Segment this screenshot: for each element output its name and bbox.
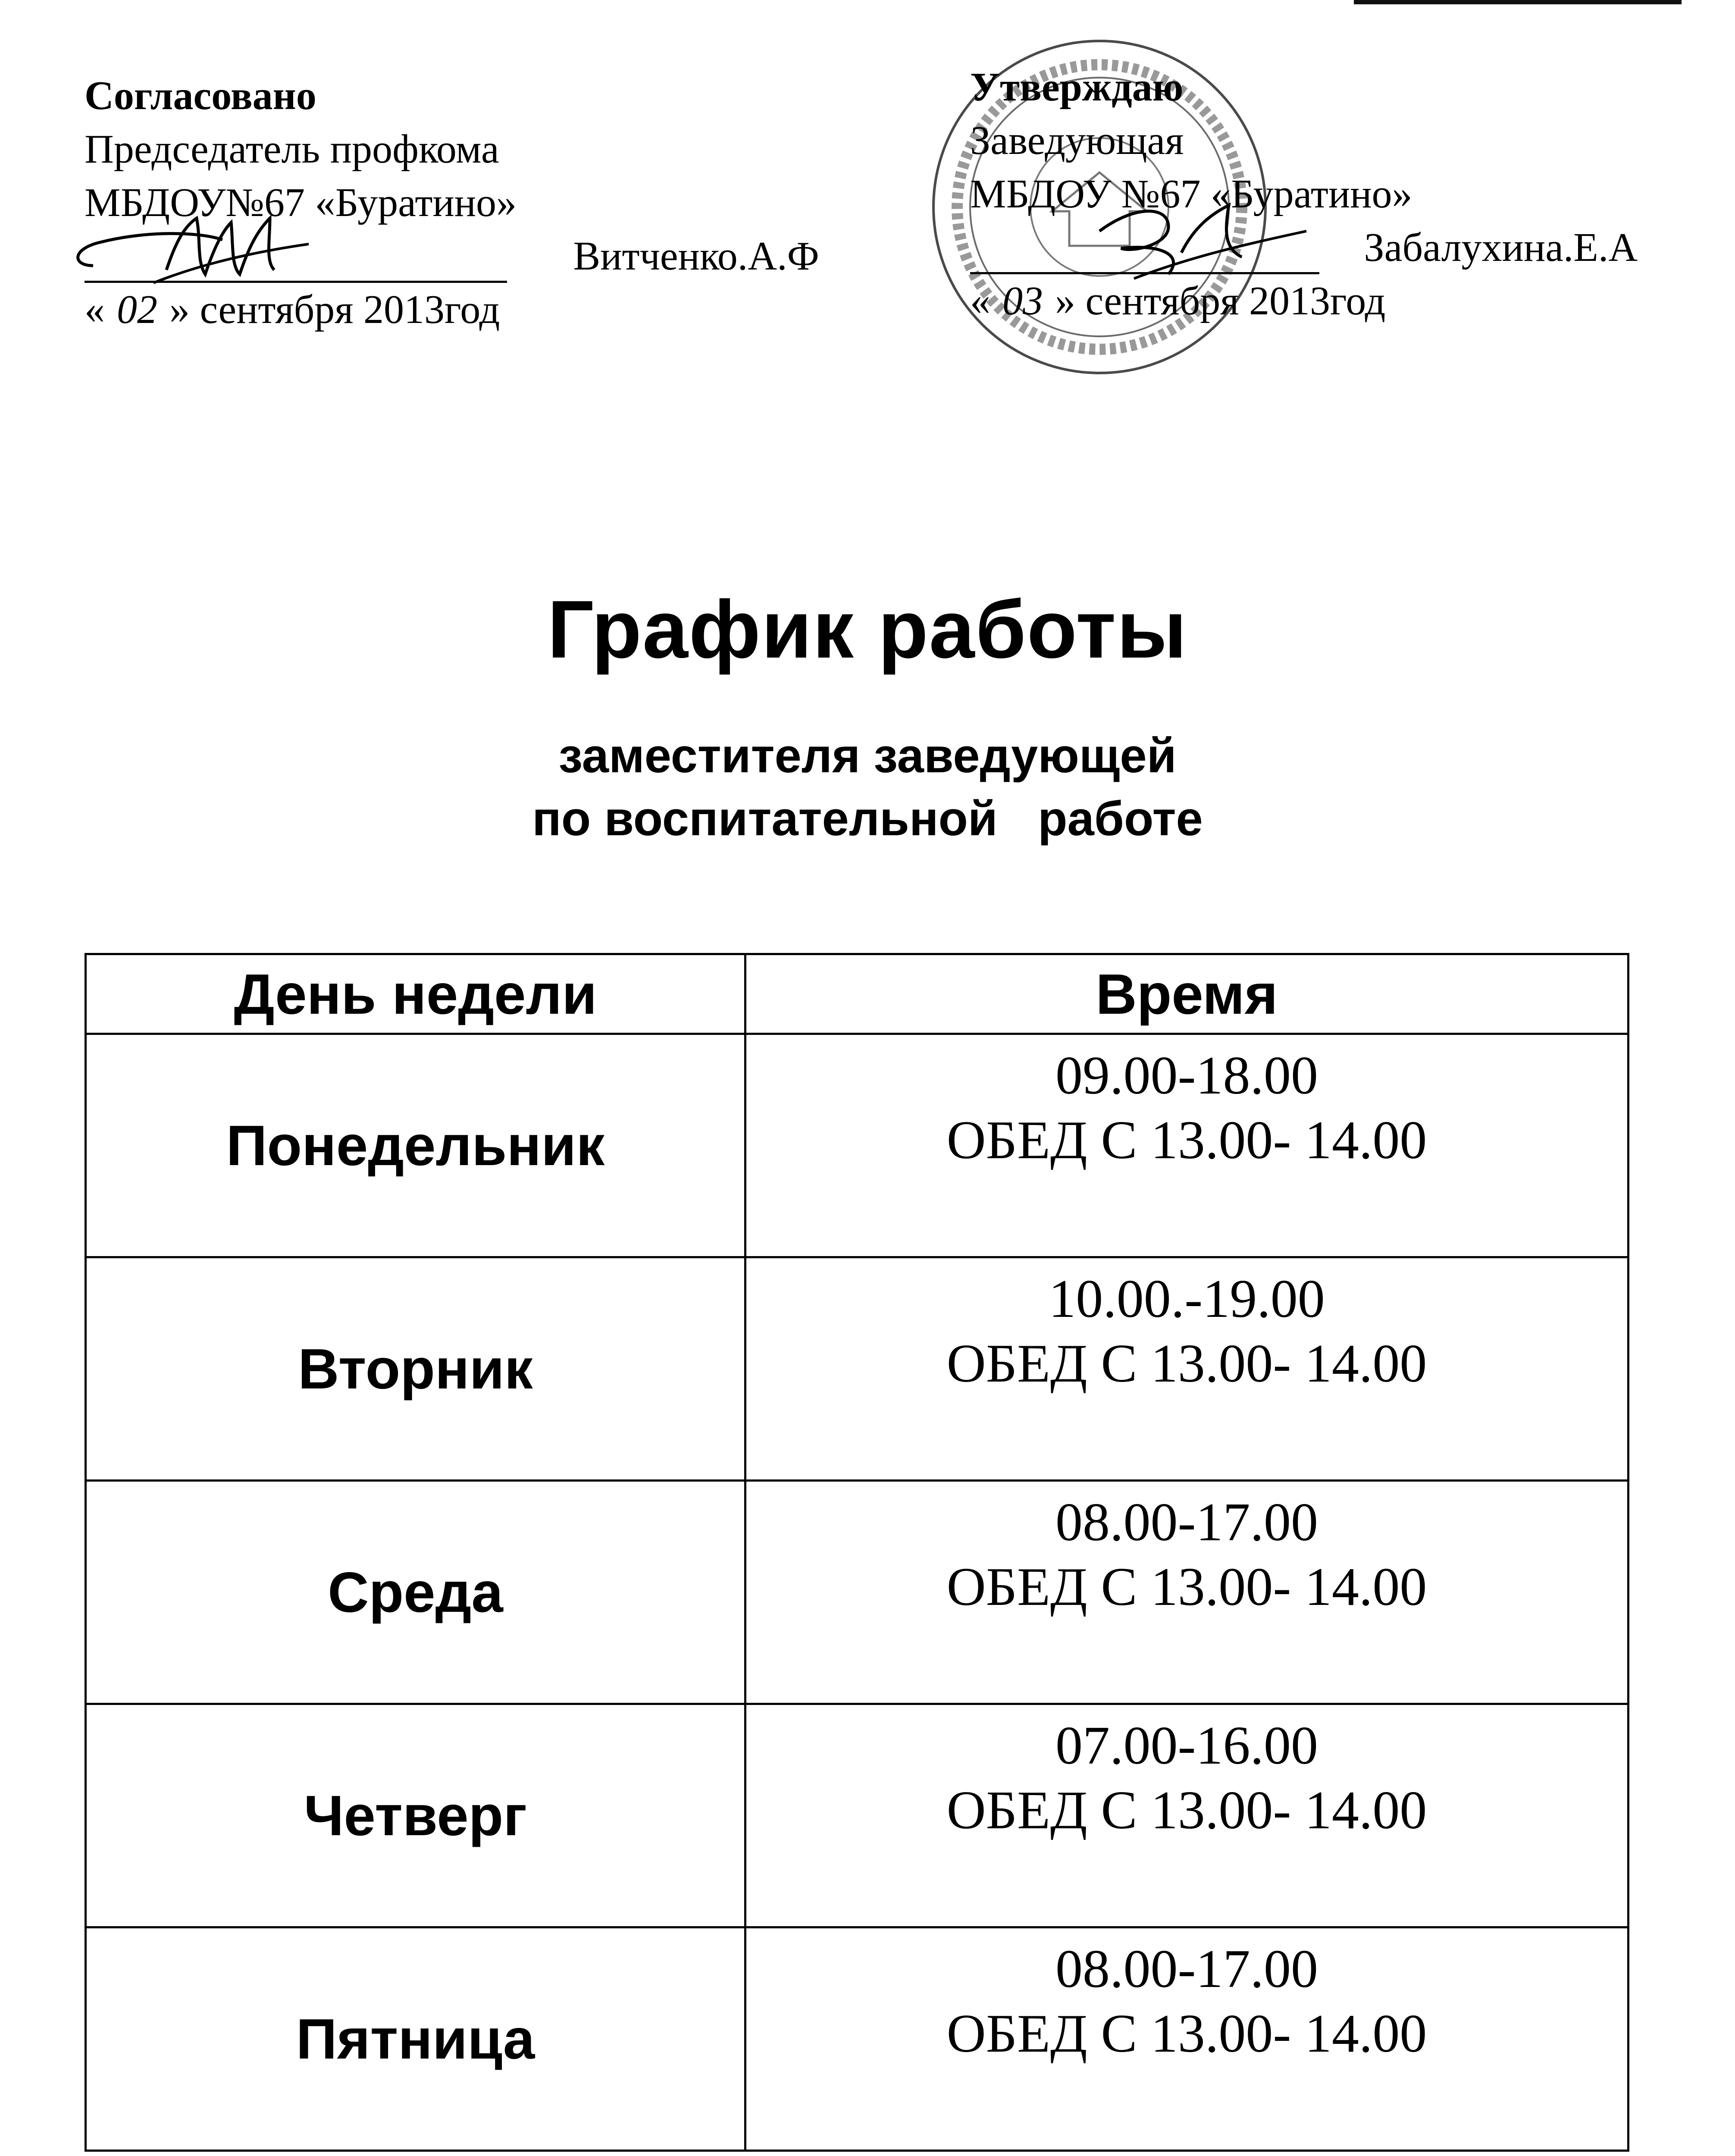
page-title: График работы: [547, 584, 1188, 675]
day-cell: Вторник: [86, 1257, 745, 1481]
approved-organization: МБДОУ №67 «Буратино»: [970, 172, 1412, 216]
approved-date-day: 03: [1002, 279, 1043, 323]
approved-signature-line: [970, 231, 1319, 274]
time-cell: [745, 1704, 1629, 1927]
day-cell: Среда: [86, 1481, 745, 1704]
agreed-signature-row: [85, 229, 904, 283]
work-hours: 07.00-16.00: [1055, 1716, 1318, 1776]
work-hours: 10.00.-19.00: [1049, 1269, 1325, 1329]
approved-heading: Утверждаю: [970, 65, 1184, 110]
time-cell: [745, 1257, 1629, 1481]
agreed-organization: МБДОУ№67 «Буратино»: [85, 180, 517, 225]
agreed-heading: Согласовано: [85, 73, 316, 118]
approved-signature-row: [970, 221, 1703, 274]
agreed-block: [85, 69, 904, 336]
approved-signer-name: Забалухина.Е.А: [1364, 225, 1638, 270]
lunch-break: ОБЕД С 13.00- 14.00: [946, 2004, 1427, 2064]
day-cell: Пятница: [86, 1927, 745, 2151]
agreed-signature-line: [85, 240, 507, 283]
day-cell: Понедельник: [86, 1034, 745, 1257]
page-subtitle: [0, 724, 1735, 850]
subtitle-line-2: по воспитательной работе: [532, 792, 1203, 846]
time-cell: [745, 1481, 1629, 1704]
approved-date-rest: » сентября 2013год: [1055, 279, 1386, 323]
agreed-date-open-quote: «: [85, 287, 105, 332]
time-cell: [745, 1034, 1629, 1257]
table-row: [86, 1257, 1629, 1481]
lunch-break: ОБЕД С 13.00- 14.00: [946, 1110, 1427, 1170]
day-cell: Четверг: [86, 1704, 745, 1927]
approved-date-open-quote: «: [970, 279, 990, 323]
lunch-break: ОБЕД С 13.00- 14.00: [946, 1557, 1427, 1617]
scan-edge-artifact: [1354, 0, 1682, 4]
work-hours: 08.00-17.00: [1055, 1492, 1318, 1552]
table-row: [86, 1034, 1629, 1257]
subtitle-line-1: заместителя заведующей: [558, 729, 1177, 783]
table-row: [86, 1481, 1629, 1704]
agreed-date-day: 02: [117, 287, 157, 332]
header-day: День недели: [86, 954, 745, 1034]
table-row: [86, 1704, 1629, 1927]
lunch-break: ОБЕД С 13.00- 14.00: [946, 1334, 1427, 1394]
schedule-table: [85, 953, 1629, 2152]
time-cell: [745, 1927, 1629, 2151]
agreed-date-rest: » сентября 2013год: [169, 287, 500, 332]
agreed-position: Председатель профкома: [85, 127, 499, 172]
header-time: Время: [745, 954, 1629, 1034]
approved-position: Заведующая: [970, 118, 1184, 163]
lunch-break: ОБЕД С 13.00- 14.00: [946, 1780, 1427, 1840]
agreed-date: [85, 283, 904, 336]
work-hours: 08.00-17.00: [1055, 1939, 1318, 1999]
approved-date: [970, 274, 1703, 328]
approved-block: [970, 60, 1703, 328]
agreed-signer-name: Витченко.А.Ф: [573, 234, 819, 279]
work-hours: 09.00-18.00: [1055, 1046, 1318, 1106]
table-row: [86, 1927, 1629, 2151]
table-header-row: [86, 954, 1629, 1034]
